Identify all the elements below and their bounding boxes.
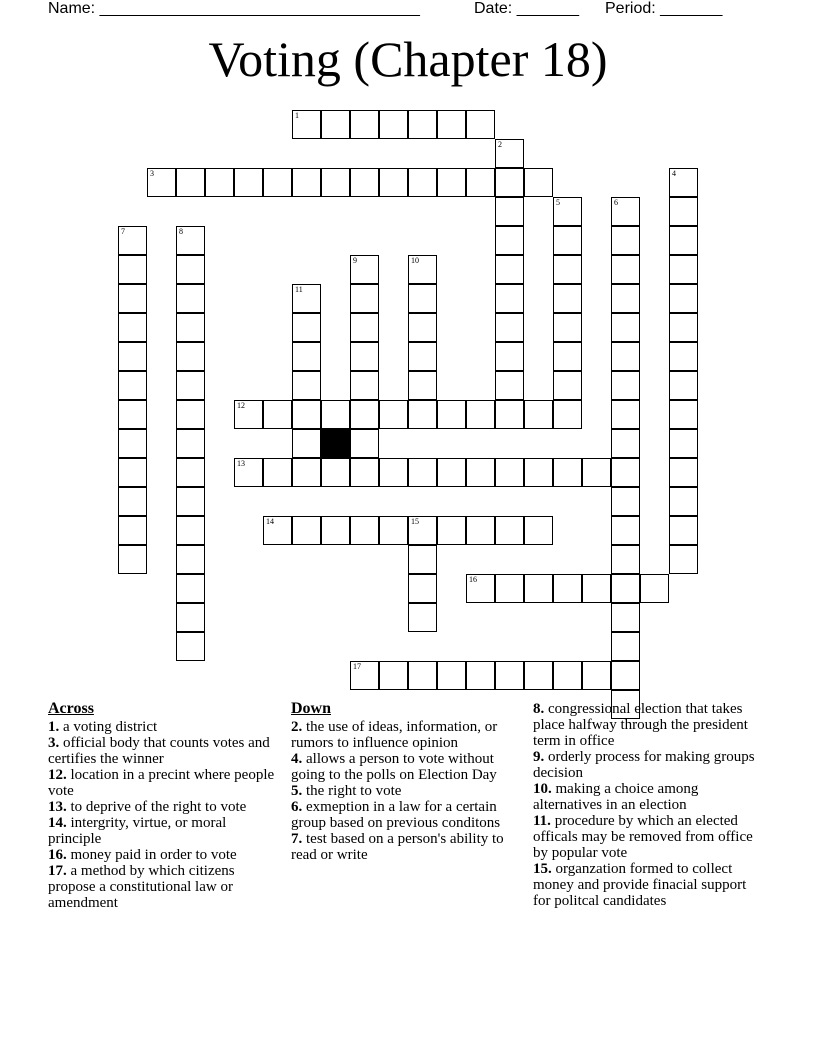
down-heading: Down	[291, 700, 332, 717]
grid-cell[interactable]	[176, 400, 205, 429]
down-clues	[291, 701, 523, 863]
grid-cell[interactable]	[263, 168, 292, 197]
grid-cell[interactable]	[292, 342, 321, 371]
grid-cell[interactable]	[176, 458, 205, 487]
clue-number: 7	[121, 227, 125, 236]
grid-cell[interactable]	[495, 313, 524, 342]
grid-cell[interactable]	[118, 487, 147, 516]
grid-cell[interactable]	[176, 342, 205, 371]
clue-text: official body that counts votes and certifies the winner	[48, 735, 270, 767]
grid-cell[interactable]	[350, 110, 379, 139]
clue-number-label: 7.	[291, 831, 303, 847]
grid-cell[interactable]	[408, 313, 437, 342]
grid-cell[interactable]	[669, 255, 698, 284]
clue-number-label: 11.	[533, 813, 551, 829]
grid-cell[interactable]	[176, 574, 205, 603]
grid-cell[interactable]	[553, 661, 582, 690]
down-clue-list-continued	[533, 701, 765, 909]
grid-cell[interactable]	[611, 197, 640, 226]
grid-cell[interactable]	[524, 400, 553, 429]
grid-cell[interactable]	[669, 371, 698, 400]
clue-text: orderly process for making groups decision	[533, 749, 755, 781]
grid-cell[interactable]	[292, 429, 321, 458]
grid-cell[interactable]	[553, 400, 582, 429]
grid-cell[interactable]	[350, 168, 379, 197]
grid-cell[interactable]	[495, 574, 524, 603]
clue-number: 14	[266, 517, 274, 526]
grid-cell[interactable]	[669, 197, 698, 226]
grid-cell[interactable]	[669, 545, 698, 574]
grid-cell[interactable]	[611, 487, 640, 516]
clue-text: organzation formed to collect money and provide finacial support for politcal candidates	[533, 861, 747, 909]
grid-cell[interactable]	[350, 255, 379, 284]
grid-cell[interactable]	[466, 516, 495, 545]
grid-cell[interactable]	[147, 168, 176, 197]
grid-cell[interactable]	[408, 400, 437, 429]
grid-cell[interactable]	[234, 400, 263, 429]
grid-cell[interactable]	[669, 429, 698, 458]
grid-cell[interactable]	[118, 371, 147, 400]
grid-cell[interactable]	[553, 371, 582, 400]
clue-item	[533, 813, 765, 861]
grid-cell[interactable]	[118, 284, 147, 313]
grid-cell[interactable]	[118, 516, 147, 545]
grid-cell[interactable]	[466, 400, 495, 429]
clue-text: making a choice among alternatives in an election	[533, 781, 699, 813]
grid-cell[interactable]	[553, 458, 582, 487]
grid-cell[interactable]	[553, 226, 582, 255]
clue-text: money paid in order to vote	[66, 847, 237, 863]
grid-cell[interactable]	[118, 313, 147, 342]
clue-text: exmeption in a law for a certain group based on previous conditons	[291, 799, 501, 831]
grid-cell[interactable]	[263, 400, 292, 429]
grid-cell[interactable]	[582, 661, 611, 690]
grid-cell[interactable]	[118, 400, 147, 429]
clue-number: 13	[237, 459, 245, 468]
clue-number-label: 9.	[533, 749, 545, 765]
clue-number-label: 10.	[533, 781, 552, 797]
grid-cell[interactable]	[118, 545, 147, 574]
grid-cell[interactable]	[669, 487, 698, 516]
grid-cell[interactable]	[611, 458, 640, 487]
grid-cell[interactable]	[408, 516, 437, 545]
clue-number-label: 12.	[48, 767, 67, 783]
grid-cell[interactable]	[669, 516, 698, 545]
clue-text: test based on a person's ability to read or write	[291, 831, 504, 863]
grid-cell[interactable]	[669, 284, 698, 313]
grid-cell[interactable]	[466, 458, 495, 487]
clue-number: 4	[672, 169, 676, 178]
clue-number: 17	[353, 662, 361, 671]
clue-number: 3	[150, 169, 154, 178]
grid-cell[interactable]	[176, 226, 205, 255]
grid-cell[interactable]	[408, 284, 437, 313]
grid-cell[interactable]	[553, 574, 582, 603]
grid-cell[interactable]	[466, 110, 495, 139]
grid-cell[interactable]	[524, 168, 553, 197]
clue-item	[48, 799, 280, 815]
grid-cell[interactable]	[118, 342, 147, 371]
clue-number-label: 3.	[48, 735, 60, 751]
clue-text: location in a precint where people vote	[48, 767, 275, 799]
clue-number-label: 17.	[48, 863, 67, 879]
clue-number: 1	[295, 111, 299, 120]
clue-number: 15	[411, 517, 419, 526]
grid-cell[interactable]	[495, 197, 524, 226]
clue-text: the right to vote	[302, 783, 402, 799]
clue-item	[291, 751, 523, 783]
grid-cell[interactable]	[350, 458, 379, 487]
grid-cell[interactable]	[234, 458, 263, 487]
grid-cell[interactable]	[495, 516, 524, 545]
grid-cell[interactable]	[437, 516, 466, 545]
period-field-label: Period: _______	[605, 0, 723, 17]
clue-item	[48, 735, 280, 767]
grid-cell[interactable]	[437, 168, 466, 197]
name-field-label: Name: ____________________________________	[48, 0, 420, 17]
across-heading: Across	[48, 700, 94, 717]
grid-cell[interactable]	[669, 400, 698, 429]
grid-cell[interactable]	[495, 284, 524, 313]
grid-cell[interactable]	[408, 255, 437, 284]
clue-number-label: 8.	[533, 701, 545, 717]
clue-item	[48, 815, 280, 847]
grid-cell[interactable]	[118, 255, 147, 284]
clue-text: the use of ideas, information, or rumors to influence opinion	[291, 719, 498, 751]
clue-number: 11	[295, 285, 303, 294]
grid-cell[interactable]	[118, 226, 147, 255]
grid-cell[interactable]	[495, 168, 524, 197]
grid-cell[interactable]	[495, 139, 524, 168]
down-clue-list	[291, 719, 523, 863]
clue-text: congressional election that takes place halfway through the president term in office	[533, 701, 748, 749]
across-clues	[48, 701, 280, 911]
grid-cell[interactable]	[495, 255, 524, 284]
grid-cell[interactable]	[553, 197, 582, 226]
grid-cell[interactable]	[466, 168, 495, 197]
grid-cell[interactable]	[669, 313, 698, 342]
clue-item	[291, 783, 523, 799]
clue-number: 9	[353, 256, 357, 265]
black-cell	[321, 429, 350, 458]
clue-item	[533, 749, 765, 781]
grid-cell[interactable]	[350, 313, 379, 342]
grid-cell[interactable]	[176, 516, 205, 545]
clue-item	[48, 863, 280, 911]
grid-cell[interactable]	[611, 603, 640, 632]
clue-item	[291, 831, 523, 863]
grid-cell[interactable]	[553, 313, 582, 342]
grid-cell[interactable]	[582, 458, 611, 487]
grid-cell[interactable]	[379, 661, 408, 690]
grid-cell[interactable]	[350, 342, 379, 371]
grid-cell[interactable]	[379, 516, 408, 545]
clue-item	[533, 701, 765, 749]
grid-cell[interactable]	[292, 168, 321, 197]
grid-cell[interactable]	[234, 168, 263, 197]
grid-cell[interactable]	[495, 400, 524, 429]
grid-cell[interactable]	[176, 284, 205, 313]
grid-cell[interactable]	[321, 110, 350, 139]
grid-cell[interactable]	[669, 168, 698, 197]
grid-cell[interactable]	[466, 661, 495, 690]
grid-cell[interactable]	[408, 458, 437, 487]
grid-cell[interactable]	[176, 429, 205, 458]
grid-cell[interactable]	[408, 603, 437, 632]
grid-cell[interactable]	[495, 371, 524, 400]
grid-cell[interactable]	[205, 168, 234, 197]
grid-cell[interactable]	[263, 516, 292, 545]
grid-cell[interactable]	[176, 545, 205, 574]
grid-cell[interactable]	[611, 516, 640, 545]
grid-cell[interactable]	[118, 458, 147, 487]
grid-cell[interactable]	[437, 110, 466, 139]
down-clues-continued	[533, 701, 765, 909]
grid-cell[interactable]	[176, 487, 205, 516]
grid-cell[interactable]	[408, 661, 437, 690]
clue-number: 16	[469, 575, 477, 584]
grid-cell[interactable]	[292, 110, 321, 139]
grid-cell[interactable]	[524, 574, 553, 603]
grid-cell[interactable]	[524, 516, 553, 545]
grid-cell[interactable]	[321, 168, 350, 197]
clue-item	[48, 847, 280, 863]
grid-cell[interactable]	[350, 661, 379, 690]
grid-cell[interactable]	[466, 574, 495, 603]
grid-cell[interactable]	[524, 661, 553, 690]
grid-cell[interactable]	[379, 458, 408, 487]
grid-cell[interactable]	[176, 632, 205, 661]
grid-cell[interactable]	[611, 342, 640, 371]
date-field-label: Date: _______	[474, 0, 579, 17]
grid-cell[interactable]	[176, 255, 205, 284]
grid-cell[interactable]	[321, 458, 350, 487]
grid-cell[interactable]	[611, 284, 640, 313]
page-title: Voting (Chapter 18)	[208, 31, 608, 87]
grid-cell[interactable]	[553, 342, 582, 371]
grid-cell[interactable]	[437, 661, 466, 690]
grid-cell[interactable]	[640, 574, 669, 603]
clue-number-label: 5.	[291, 783, 303, 799]
across-clue-list	[48, 719, 280, 911]
clue-number: 10	[411, 256, 419, 265]
grid-cell[interactable]	[437, 458, 466, 487]
clue-number-label: 6.	[291, 799, 303, 815]
grid-cell[interactable]	[176, 168, 205, 197]
grid-cell[interactable]	[350, 516, 379, 545]
grid-cell[interactable]	[408, 168, 437, 197]
clue-item	[48, 719, 280, 735]
clue-item	[48, 767, 280, 799]
clue-number-label: 1.	[48, 719, 60, 735]
grid-cell[interactable]	[350, 429, 379, 458]
clue-number: 12	[237, 401, 245, 410]
grid-cell[interactable]	[379, 110, 408, 139]
grid-cell[interactable]	[408, 574, 437, 603]
grid-cell[interactable]	[669, 458, 698, 487]
grid-cell[interactable]	[582, 574, 611, 603]
clue-text: a method by which citizens propose a constitutional law or amendment	[48, 863, 235, 911]
grid-cell[interactable]	[611, 371, 640, 400]
clue-number: 5	[556, 198, 560, 207]
clue-text: a voting district	[59, 719, 158, 735]
clue-text: procedure by which an elected officals may be removed from office by popular vote	[533, 813, 753, 861]
clue-number-label: 2.	[291, 719, 303, 735]
grid-cell[interactable]	[292, 400, 321, 429]
grid-cell[interactable]	[263, 458, 292, 487]
grid-cell[interactable]	[495, 661, 524, 690]
grid-cell[interactable]	[524, 458, 553, 487]
grid-cell[interactable]	[321, 400, 350, 429]
clue-item	[533, 781, 765, 813]
clue-text: intergrity, virtue, or moral principle	[48, 815, 227, 847]
clue-item	[291, 719, 523, 751]
grid-cell[interactable]	[553, 284, 582, 313]
grid-cell[interactable]	[292, 458, 321, 487]
clue-number: 6	[614, 198, 618, 207]
grid-cell[interactable]	[495, 342, 524, 371]
grid-cell[interactable]	[611, 226, 640, 255]
clue-item	[291, 799, 523, 831]
clue-item	[533, 861, 765, 909]
grid-cell[interactable]	[408, 371, 437, 400]
grid-cell[interactable]	[408, 545, 437, 574]
clue-text: to deprive of the right to vote	[66, 799, 247, 815]
grid-cell[interactable]	[553, 255, 582, 284]
grid-cell[interactable]	[495, 226, 524, 255]
grid-cell[interactable]	[669, 342, 698, 371]
grid-cell[interactable]	[292, 371, 321, 400]
grid-cell[interactable]	[611, 632, 640, 661]
grid-cell[interactable]	[292, 313, 321, 342]
grid-cell[interactable]	[408, 110, 437, 139]
clue-number-label: 16.	[48, 847, 67, 863]
grid-cell[interactable]	[669, 226, 698, 255]
grid-cell[interactable]	[495, 458, 524, 487]
grid-cell[interactable]	[176, 603, 205, 632]
grid-cell[interactable]	[350, 400, 379, 429]
grid-cell[interactable]	[611, 574, 640, 603]
clue-number: 2	[498, 140, 502, 149]
clue-text: allows a person to vote without going to the polls on Election Day	[291, 751, 497, 783]
grid-cell[interactable]	[292, 284, 321, 313]
clue-number: 8	[179, 227, 183, 236]
grid-cell[interactable]	[611, 313, 640, 342]
clue-number-label: 13.	[48, 799, 67, 815]
clue-number-label: 14.	[48, 815, 67, 831]
grid-cell[interactable]	[350, 284, 379, 313]
grid-cell[interactable]	[118, 429, 147, 458]
grid-cell[interactable]	[379, 168, 408, 197]
grid-cell[interactable]	[321, 516, 350, 545]
grid-cell[interactable]	[176, 313, 205, 342]
grid-cell[interactable]	[611, 661, 640, 690]
grid-cell[interactable]	[611, 545, 640, 574]
grid-cell[interactable]	[611, 255, 640, 284]
grid-cell[interactable]	[379, 400, 408, 429]
grid-cell[interactable]	[292, 516, 321, 545]
grid-cell[interactable]	[350, 371, 379, 400]
grid-cell[interactable]	[176, 371, 205, 400]
grid-cell[interactable]	[408, 342, 437, 371]
grid-cell[interactable]	[611, 429, 640, 458]
clue-number-label: 4.	[291, 751, 303, 767]
grid-cell[interactable]	[437, 400, 466, 429]
grid-cell[interactable]	[611, 400, 640, 429]
clue-number-label: 15.	[533, 861, 552, 877]
